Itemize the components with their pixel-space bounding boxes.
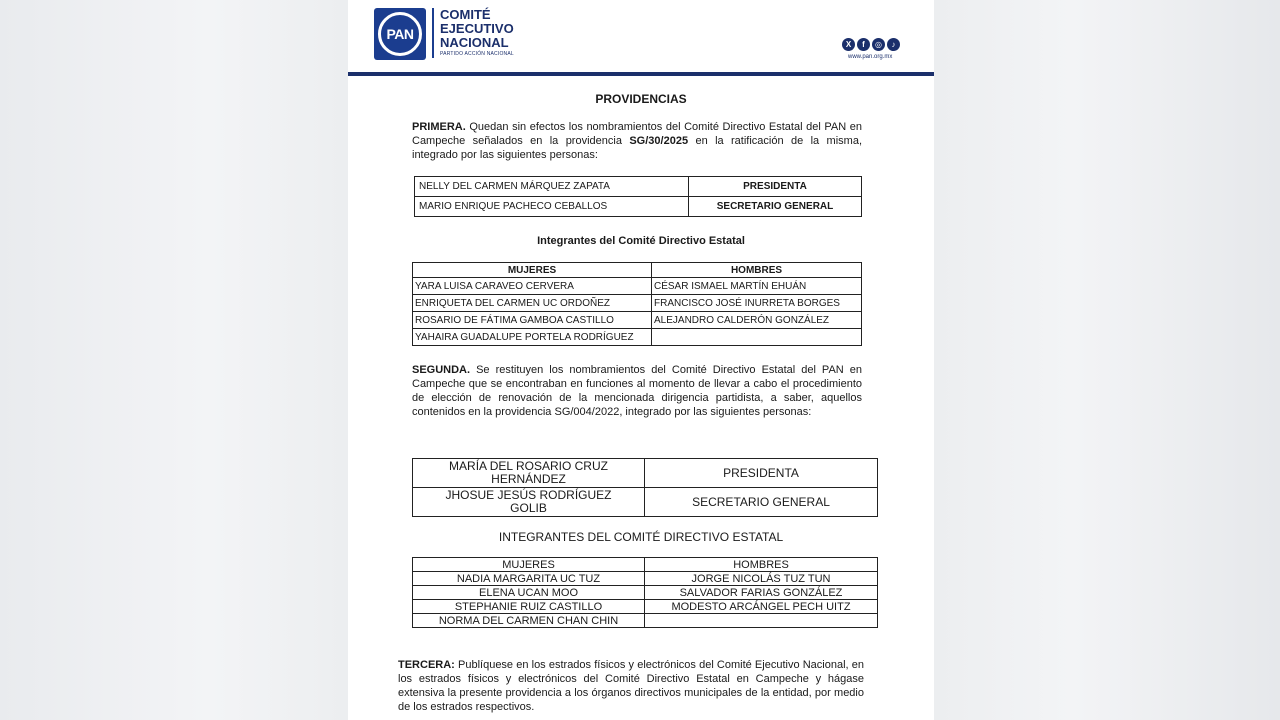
website: www.pan.org.mx: [848, 54, 893, 60]
table-row: ELENA UCAN MOO SALVADOR FARIAS GONZÁLEZ: [413, 586, 878, 600]
tercera-paragraph: TERCERA: Publíquese en los estrados físicos y electrónicos del Comité Ejecutivo Nacional, en los estrados físicos y electrónicos del Comité Directivo Estatal en Campeche y hágase extensiva la presente providencia a los órganos directivos municipales de la entidad, por medio de los estrados respectivos.: [398, 659, 864, 713]
primera-leaders-table: [414, 176, 862, 217]
table-header: MUJERES HOMBRES: [413, 558, 878, 572]
x-icon: X: [842, 38, 855, 51]
table-row: YAHAIRA GUADALUPE PORTELA RODRÍGUEZ: [413, 329, 862, 346]
facebook-icon: f: [857, 38, 870, 51]
primera-members-table: [412, 262, 862, 346]
header-rule: [348, 72, 934, 76]
page-title: PROVIDENCIAS: [595, 92, 687, 106]
document-page: [348, 0, 934, 720]
org-subtitle: PARTIDO ACCIÓN NACIONAL: [440, 51, 514, 57]
primera-paragraph: PRIMERA. Quedan sin efectos los nombramientos del Comité Directivo Estatal del PAN en Campeche señalados en la providencia SG/30/2025 en la ratificación de la misma, integrado por las siguientes personas:: [412, 121, 863, 161]
background-left: [0, 0, 348, 720]
segunda-members-table: [412, 557, 878, 628]
social-icons: [842, 38, 900, 51]
table-header: MUJERES HOMBRES: [413, 263, 862, 278]
primera-members-heading: Integrantes del Comité Directivo Estatal: [537, 235, 745, 247]
segunda-paragraph: SEGUNDA. Se restituyen los nombramientos del Comité Directivo Estatal del PAN en Campeche que se encontraban en funciones al momento de llevar a cabo el procedimiento de elección de renovación de la mencionada dirigencia partidista, a saber, aquellos contenidos en la providencia SG/004/2022, integrado por las siguientes personas:: [412, 364, 862, 418]
table-row: JHOSUE JESÚS RODRÍGUEZ GOLIB SECRETARIO GENERAL: [413, 488, 878, 517]
logo-text: PAN: [386, 26, 414, 42]
table-row: ROSARIO DE FÁTIMA GAMBOA CASTILLO ALEJANDRO CALDERÓN GONZÁLEZ: [413, 312, 862, 329]
logo-divider: [432, 8, 434, 58]
table-row: NELLY DEL CARMEN MÁRQUEZ ZAPATA PRESIDENTA: [415, 177, 862, 197]
segunda-leaders-table: [412, 458, 878, 517]
table-row: MARIO ENRIQUE PACHECO CEBALLOS SECRETARIO GENERAL: [415, 197, 862, 217]
table-row: STEPHANIE RUIZ CASTILLO MODESTO ARCÁNGEL PECH UITZ: [413, 600, 878, 614]
table-row: YARA LUISA CARAVEO CERVERA CÉSAR ISMAEL MARTÍN EHUÁN: [413, 278, 862, 295]
table-row: NORMA DEL CARMEN CHAN CHIN: [413, 614, 878, 628]
table-row: ENRIQUETA DEL CARMEN UC ORDOÑEZ FRANCISCO JOSÉ INURRETA BORGES: [413, 295, 862, 312]
tiktok-icon: ♪: [887, 38, 900, 51]
table-row: NADIA MARGARITA UC TUZ JORGE NICOLÁS TUZ TUN: [413, 572, 878, 586]
segunda-members-heading: INTEGRANTES DEL COMITÉ DIRECTIVO ESTATAL: [498, 530, 784, 544]
pan-logo: [374, 8, 426, 60]
org-name: COMITÉ EJECUTIVO NACIONAL: [440, 7, 514, 50]
table-row: MARÍA DEL ROSARIO CRUZ HERNÁNDEZ PRESIDENTA: [413, 459, 878, 488]
instagram-icon: ◎: [872, 38, 885, 51]
background-right: [934, 0, 1280, 720]
letterhead: [348, 0, 934, 78]
